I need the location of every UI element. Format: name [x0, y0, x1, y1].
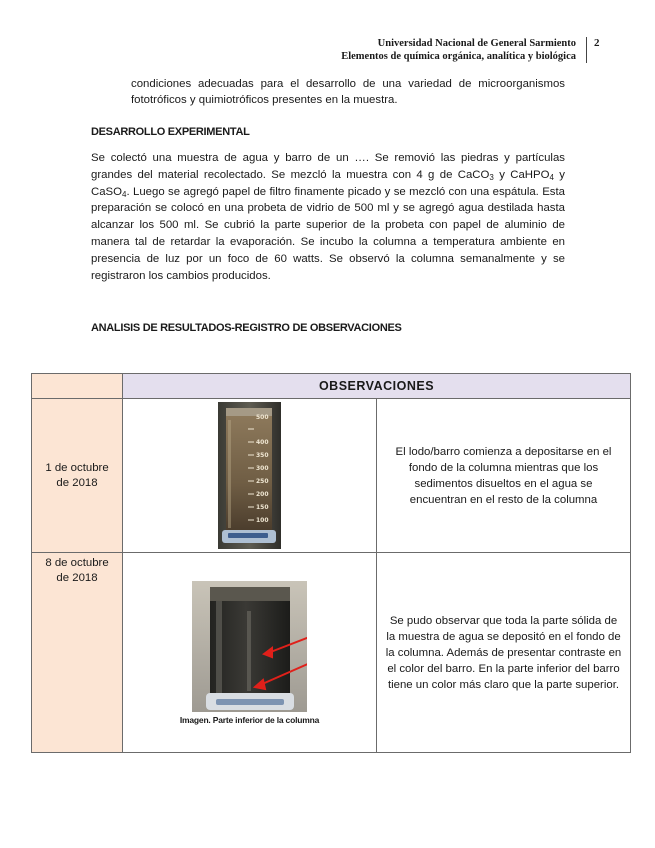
section-heading-results: ANALISIS DE RESULTADOS-REGISTRO DE OBSERVACIONES	[91, 322, 402, 334]
experimental-paragraph: Se colectó una muestra de agua y barro de un …. Se removió las piedras y partículas grandes del material recolectado. Se mezcló la muestra con 4 g de CaCO$_3$ y CaHPO$_4$ y CaSO$_4$. Luego se agregó papel de filtro finamente picado y se mezcló con una espátula. Esta preparación se colocó en una probeta de vidrio de 500 ml y se agregó agua destilada hasta alcanzar los 500 ml. Se cubrió la parte superior de la probeta con papel de aluminio de manera tal de retardar la evaporación. Se incubo la columna a temperatura ambiente en presencia de luz por un foco de 60 watts. Se observó la columna semanalmente y se registraron los cambios producidos.	[91, 152, 565, 282]
scale-label: 200	[256, 491, 269, 498]
scale-label: 100	[256, 517, 269, 524]
observation-cell: El lodo/barro comienza a depositarse en el fondo de la columna mientras que los sedimentos disueltos en el agua se encuentran en el resto de la columna	[377, 399, 631, 553]
photo-cell	[123, 553, 377, 753]
scale-label: 350	[256, 452, 269, 459]
table-row	[32, 553, 631, 753]
date-cell: 1 de octubre de 2018	[32, 399, 123, 553]
table-header-observations: OBSERVACIONES	[123, 374, 631, 399]
scale-label: 400	[256, 439, 269, 446]
university-name: Universidad Nacional de General Sarmiento	[377, 38, 576, 49]
observation-cell: Se pudo observar que toda la parte sólida de la muestra de agua se depositó en el fondo de la columna. Además de presentar contraste en el color del barro. En la parte inferior del barro tiene un color más claro que la parte superior.	[377, 553, 631, 753]
scale-label: 250	[256, 478, 269, 485]
observations-table	[31, 373, 631, 753]
date-cell: 8 de octubre de 2018	[32, 553, 123, 753]
scale-label: 300	[256, 465, 269, 472]
scale-label: 500	[256, 414, 269, 421]
column-week1-photo	[218, 402, 281, 549]
section-heading-experimental: DESARROLLO EXPERIMENTAL	[91, 126, 250, 138]
table-header-empty-cell	[32, 374, 123, 399]
column-week2-photo	[192, 581, 307, 712]
photo-caption: Imagen. Parte inferior de la columna	[179, 714, 320, 725]
intro-paragraph: condiciones adecuadas para el desarrollo de una variedad de microorganismos fototróficos y quimiotróficos presentes en la muestra.	[131, 78, 565, 106]
scale-label: 150	[256, 504, 269, 511]
photo-cell	[123, 399, 377, 553]
course-name: Elementos de química orgánica, analítica y biológica	[341, 51, 576, 62]
page-number: 2	[594, 37, 600, 49]
page-header	[341, 37, 587, 63]
table-row	[32, 399, 631, 553]
